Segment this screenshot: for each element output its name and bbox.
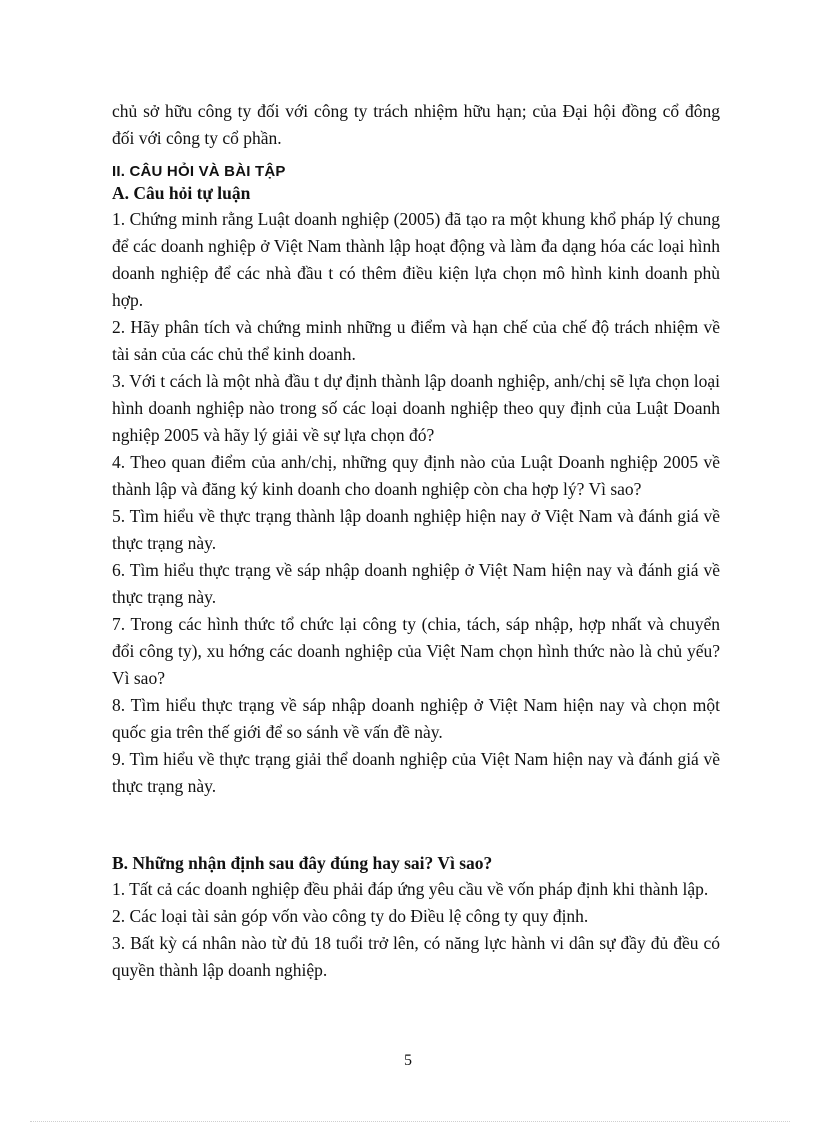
question-item: 3. Với t cách là một nhà đầu t dự định thành lập doanh nghiệp, anh/chị sẽ lựa chọn loại hình doanh nghiệp nào trong số các loại doanh nghiệp theo quy định của Luật Doanh nghiệp 2005 và hãy lý giải về sự lựa chọn đó? [112,371,720,445]
question-item: 6. Tìm hiểu thực trạng về sáp nhập doanh nghiệp ở Việt Nam hiện nay và đánh giá về thực trạng này. [112,560,720,607]
question-item: 1. Chứng minh rằng Luật doanh nghiệp (2005) đã tạo ra một khung khổ pháp lý chung để các doanh nghiệp ở Việt Nam thành lập hoạt động và làm đa dạng hóa các loại hình doanh nghiệp để các nhà đầu t có thêm điều kiện lựa chọn mô hình kinh doanh phù hợp. [112,209,720,310]
section-title: II. CÂU HỎI VÀ BÀI TẬP [112,163,286,180]
question-item: 9. Tìm hiểu về thực trạng giải thể doanh nghiệp của Việt Nam hiện nay và đánh giá về thực trạng này. [112,749,720,796]
question-item: 2. Hãy phân tích và chứng minh những u điểm và hạn chế của chế độ trách nhiệm về tài sản của các chủ thể kinh doanh. [112,317,720,364]
question-item: 7. Trong các hình thức tổ chức lại công ty (chia, tách, sáp nhập, hợp nhất và chuyển đổi công ty), xu hớng các doanh nghiệp của Việt Nam chọn hình thức nào là chủ yếu? Vì sao? [112,614,720,688]
statement-item: 3. Bất kỳ cá nhân nào từ đủ 18 tuổi trở lên, có năng lực hành vi dân sự đầy đủ đều có quyền thành lập doanh nghiệp. [112,933,720,980]
page-number: 5 [404,1052,412,1069]
statement-item: 1. Tất cả các doanh nghiệp đều phải đáp ứng yêu cầu về vốn pháp định khi thành lập. [112,879,709,899]
page-bottom-divider [30,1121,790,1122]
question-item: 5. Tìm hiểu về thực trạng thành lập doanh nghiệp hiện nay ở Việt Nam và đánh giá về thực trạng này. [112,506,720,553]
statement-item: 2. Các loại tài sản góp vốn vào công ty do Điều lệ công ty quy định. [112,906,589,926]
intro-paragraph: chủ sở hữu công ty đối với công ty trách nhiệm hữu hạn; của Đại hội đồng cổ đông đối với công ty cổ phần. [112,101,720,148]
document-body [112,98,720,984]
subsection-a-title: A. Câu hỏi tự luận [112,183,251,203]
question-item: 8. Tìm hiểu thực trạng về sáp nhập doanh nghiệp ở Việt Nam hiện nay và chọn một quốc gia trên thế giới để so sánh về vấn đề này. [112,695,720,742]
subsection-b-title: B. Những nhận định sau đây đúng hay sai? Vì sao? [112,853,493,873]
question-item: 4. Theo quan điểm của anh/chị, những quy định nào của Luật Doanh nghiệp 2005 về thành lập và đăng ký kinh doanh cho doanh nghiệp còn cha hợp lý? Vì sao? [112,452,720,499]
